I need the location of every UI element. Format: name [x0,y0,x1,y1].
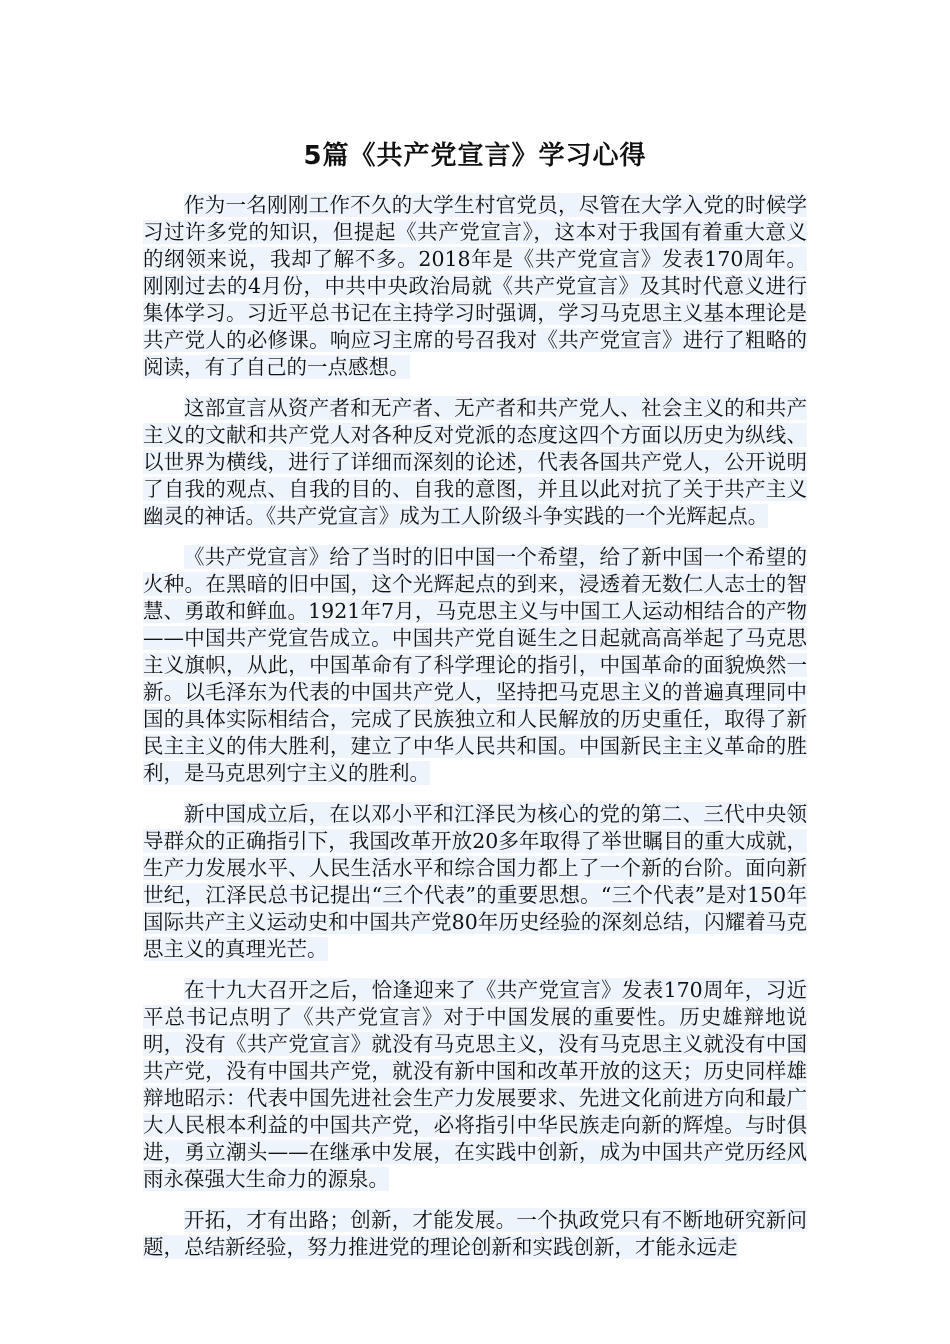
paragraph-2 [143,395,807,530]
paragraph-5 [143,977,807,1193]
paragraph-6-text: 开拓，才有出路；创新，才能发展。一个执政党只有不断地研究新问题，总结新经验，努力推进党的理论创新和实践创新，才能永远走 [143,1208,807,1259]
document-body [143,192,807,1275]
paragraph-3 [143,544,807,787]
paragraph-1-text: 作为一名刚刚工作不久的大学生村官党员，尽管在大学入党的时候学习过许多党的知识，但提起《共产党宣言》，这本对于我国有着重大意义的纲领来说，我却了解不多。2018年是《共产党宣言》发表170周年。刚刚过去的4月份，中共中央政治局就《共产党宣言》及其时代意义进行集体学习。习近平总书记在主持学习时强调，学习马克思主义基本理论是共产党人的必修课。响应习主席的号召我对《共产党宣言》进行了粗略的阅读，有了自己的一点感想。 [143,193,807,379]
paragraph-5-text: 在十九大召开之后，恰逢迎来了《共产党宣言》发表170周年，习近平总书记点明了《共产党宣言》对于中国发展的重要性。历史雄辩地说明，没有《共产党宣言》就没有马克思主义，没有马克思主义就没有中国共产党，没有中国共产党，就没有新中国和改革开放的这天；历史同样雄辩地昭示：代表中国先进社会生产力发展要求、先进文化前进方向和最广大人民根本利益的中国共产党，必将指引中华民族走向新的辉煌。与时俱进，勇立潮头——在继承中发展，在实践中创新，成为中国共产党历经风雨永葆强大生命力的源泉。 [143,978,807,1191]
paragraph-4 [143,801,807,963]
paragraph-1 [143,192,807,381]
paragraph-3-text: 《共产党宣言》给了当时的旧中国一个希望，给了新中国一个希望的火种。在黑暗的旧中国，这个光辉起点的到来，浸透着无数仁人志士的智慧、勇敢和鲜血。1921年7月，马克思主义与中国工人运动相结合的产物——中国共产党宣告成立。中国共产党自诞生之日起就高高举起了马克思主义旗帜，从此，中国革命有了科学理论的指引，中国革命的面貌焕然一新。以毛泽东为代表的中国共产党人，坚持把马克思主义的普遍真理同中国的具体实际相结合，完成了民族独立和人民解放的历史重任，取得了新民主主义的伟大胜利，建立了中华人民共和国。中国新民主主义革命的胜利，是马克思列宁主义的胜利。 [143,545,807,785]
paragraph-6 [143,1207,807,1261]
document-title: 5篇《共产党宣言》学习心得 [303,141,647,171]
paragraph-4-text: 新中国成立后，在以邓小平和江泽民为核心的党的第二、三代中央领导群众的正确指引下，我国改革开放20多年取得了举世瞩目的重大成就，生产力发展水平、人民生活水平和综合国力都上了一个新的台阶。面向新世纪，江泽民总书记提出“三个代表”的重要思想。“三个代表”是对150年国际共产主义运动史和中国共产党80年历史经验的深刻总结，闪耀着马克思主义的真理光芒。 [143,802,807,961]
paragraph-2-text: 这部宣言从资产者和无产者、无产者和共产党人、社会主义的和共产主义的文献和共产党人对各种反对党派的态度这四个方面以历史为纵线、以世界为横线，进行了详细而深刻的论述，代表各国共产党人，公开说明了自我的观点、自我的目的、自我的意图，并且以此对抗了关于共产主义幽灵的神话。《共产党宣言》成为工人阶级斗争实践的一个光辉起点。 [143,396,807,528]
